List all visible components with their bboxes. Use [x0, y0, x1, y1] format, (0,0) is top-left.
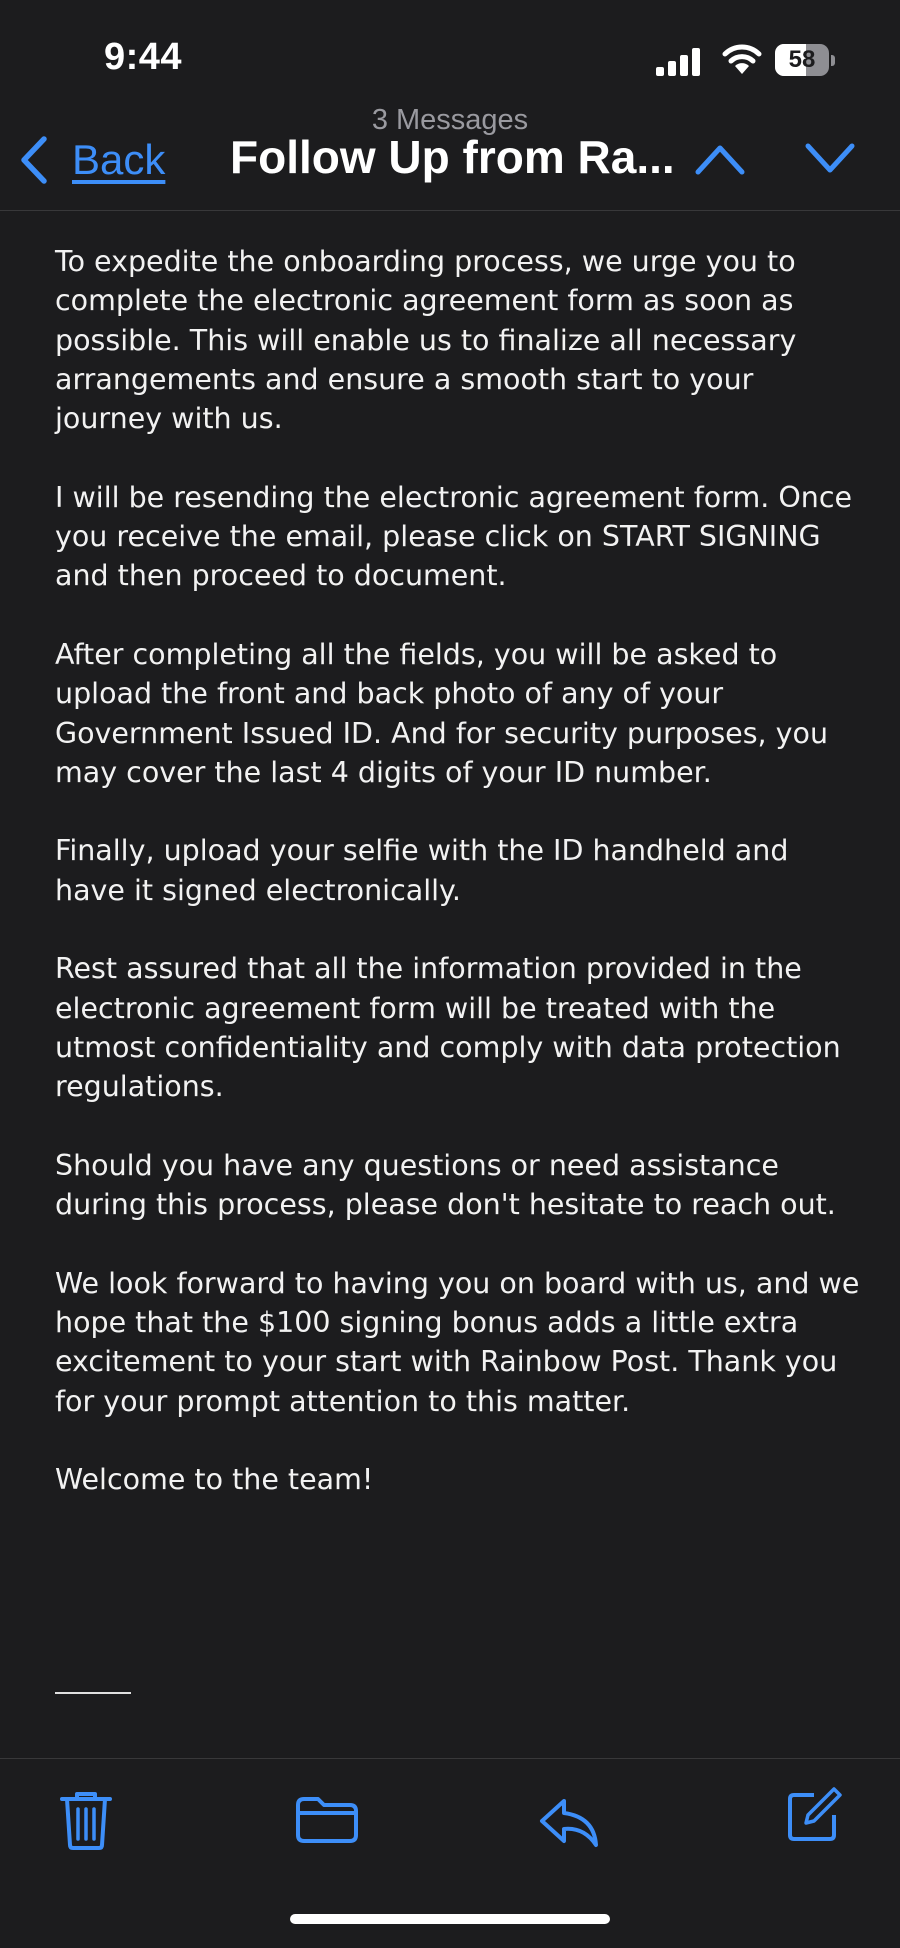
back-label: Back — [72, 136, 166, 183]
compose-icon — [784, 1785, 844, 1845]
email-body — [55, 242, 865, 1539]
signature-divider — [55, 1692, 131, 1694]
cellular-signal-icon — [656, 48, 702, 76]
email-paragraph: After completing all the fields, you will be asked to upload the front and back photo of any of your Government Issued ID. And for security purposes, you may cover the last 4 digits of your ID number. — [55, 637, 829, 789]
nav-divider — [0, 210, 900, 211]
back-button[interactable] — [18, 130, 165, 190]
reply-icon — [538, 1795, 600, 1849]
chevron-up-icon[interactable] — [694, 140, 746, 178]
battery-icon — [775, 44, 835, 76]
reply-button[interactable] — [538, 1795, 600, 1849]
status-time: 9:44 — [104, 36, 183, 78]
email-paragraph: Rest assured that all the information provided in the electronic agreement form will be treated with the utmost confidentiality and comply with data protection regulations. — [55, 952, 841, 1104]
email-paragraph: Should you have any questions or need assistance during this process, please don't hesitate to reach out. — [55, 1148, 836, 1222]
home-indicator[interactable] — [290, 1914, 610, 1924]
trash-icon — [58, 1789, 114, 1851]
email-paragraph: We look forward to having you on board with us, and we hope that the $100 signing bonus adds a little extra excitement to your start with Rainbow Post. Thank you for your prompt attention to this matter. — [55, 1266, 860, 1418]
wifi-icon — [722, 44, 762, 76]
move-to-folder-button[interactable] — [294, 1795, 360, 1845]
compose-button[interactable] — [784, 1785, 844, 1845]
email-paragraph: Finally, upload your selfie with the ID handheld and have it signed electronically. — [55, 834, 789, 907]
folder-icon — [294, 1795, 360, 1845]
email-paragraph: I will be resending the electronic agreement form. Once you receive the email, please click on START SIGNING and then proceed to document. — [55, 480, 853, 593]
status-bar — [0, 0, 900, 110]
navigation-bar — [0, 100, 900, 210]
battery-level: 58 — [788, 46, 816, 73]
chevron-down-icon[interactable] — [804, 140, 856, 178]
message-count: 3 Messages — [371, 104, 529, 136]
chevron-left-icon — [18, 135, 50, 185]
message-title: Follow Up from Ra... — [230, 131, 675, 183]
email-paragraph: Welcome to the team! — [55, 1463, 374, 1497]
delete-button[interactable] — [58, 1789, 114, 1851]
email-paragraph: To expedite the onboarding process, we urge you to complete the electronic agreement form as soon as possible. This will enable us to finalize all necessary arrangements and ensure a smooth start to your journey with us. — [55, 245, 797, 436]
